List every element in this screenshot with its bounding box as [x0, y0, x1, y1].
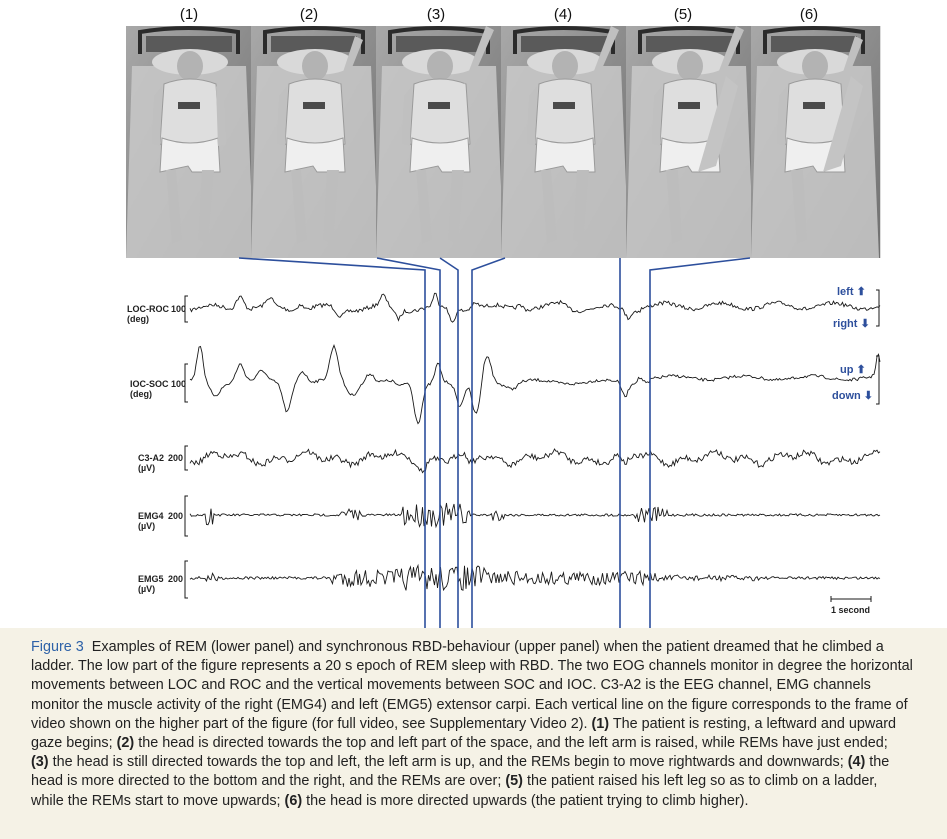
arrow-up-icon: ⬆ — [856, 286, 866, 298]
channel-scale-emg5: 200 — [168, 574, 184, 584]
frame-label-4: (4) — [553, 6, 573, 23]
frame-label-1: (1) — [179, 6, 199, 23]
arrow-up-icon: ⬆ — [856, 364, 866, 376]
channel-label-emg5: EMG5 (µV) — [138, 574, 164, 594]
direction-label-up: up ⬆ — [840, 364, 866, 376]
frame-label-2: (2) — [299, 6, 319, 23]
frame-label-3: (3) — [426, 6, 446, 23]
channel-label-ioc-soc: IOC-SOC (deg) — [130, 379, 169, 399]
channel-scale-loc-roc: 100 — [171, 304, 187, 314]
direction-label-down: down ⬇ — [832, 390, 873, 402]
figure-caption — [0, 628, 947, 839]
channel-scale-ioc-soc: 100 — [171, 379, 187, 389]
channel-label-c3-a2: C3-A2 (µV) — [138, 453, 165, 473]
direction-label-left: left ⬆ — [837, 286, 866, 298]
channel-label-loc-roc: LOC-ROC (deg) — [127, 304, 169, 324]
channel-label-emg4: EMG4 (µV) — [138, 511, 164, 531]
arrow-down-icon: ⬇ — [863, 390, 873, 402]
caption-text: Figure 3 Examples of REM (lower panel) and synchronous RBD-behaviour (upper panel) when the patient dreamed that he climbed a ladder. The low part of the figure represents a 20 s epoch of REM sleep with RBD. The two EOG channels monitor in degree the horizontal movements between LOC and ROC and the vertical movements between SOC and IOC. C3-A2 is the EEG channel, EMG channels monitor the muscle activity of the right (EMG4) and left (EMG5) extensor carpi. Each vertical line on the figure corresponds to the frame of video shown on the higher part of the figure (for full video, see Supplementary Video 2). (1) The patient is resting, a leftward and upward gaze begins; (2) the head is directed towards the top and left part of the space, and the left arm is raised, while REMs have just ended; (3) the head is still directed towards the top and left, the left arm is up, and the REMs begin to move rightwards and downwards; (4) the head is more directed to the bottom and the right, and the REMs are over; (5) the patient raised his left leg so as to climb on a ladder, while the REMs start to move upwards; (6) the head is more directed upwards (the patient trying to climb higher). — [31, 639, 913, 809]
frame-label-5: (5) — [673, 6, 693, 23]
channel-scale-c3-a2: 200 — [168, 453, 184, 463]
channel-scale-emg4: 200 — [168, 511, 184, 521]
time-scale-label: 1 second — [831, 605, 871, 615]
frame-label-6: (6) — [799, 6, 819, 23]
figure-label: Figure 3 — [31, 639, 84, 655]
arrow-down-icon: ⬇ — [860, 318, 870, 330]
direction-label-right: right ⬇ — [833, 318, 870, 330]
